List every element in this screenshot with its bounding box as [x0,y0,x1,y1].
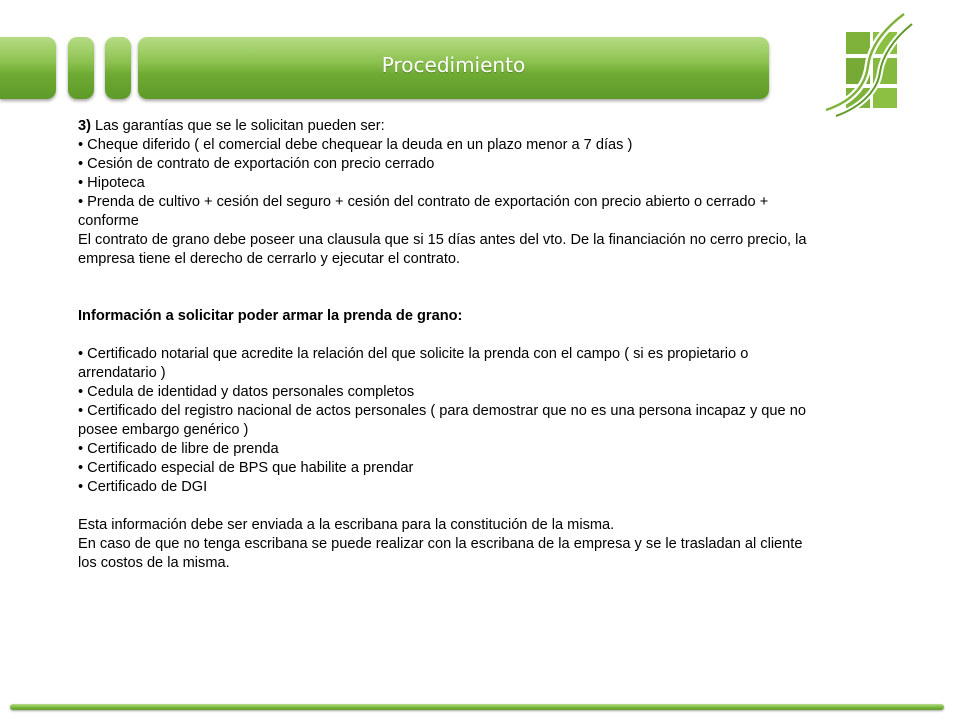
header-bar-segment-1 [0,37,56,99]
header-bar-segment-2 [68,37,94,99]
list-item: • Certificado especial de BPS que habilite a prendar [78,459,808,478]
list-item: • Cesión de contrato de exportación con precio cerrado [78,155,808,174]
list-item: • Certificado de libre de prenda [78,440,808,459]
list-item: • Cheque diferido ( el comercial debe chequear la deuda en un plazo menor a 7 días ) [78,136,808,155]
list-item: • Hipoteca [78,174,808,193]
list-item: • Prenda de cultivo + cesión del seguro + cesión del contrato de exportación con precio abierto o cerrado + conforme [78,193,808,231]
list-item: • Certificado de DGI [78,478,808,497]
list-item: • Certificado del registro nacional de actos personales ( para demostrar que no es una persona incapaz y que no posee embargo genérico ) [78,402,808,440]
list-item: • Certificado notarial que acredite la relación del que solicite la prenda con el campo ( si es propietario o arrendatario ) [78,345,808,383]
company-logo-icon [820,10,920,118]
section-heading: Información a solicitar poder armar la prenda de grano: [78,308,463,324]
content-body [78,117,808,573]
section-number: 3) [78,118,91,134]
guarantees-intro [78,117,808,136]
closing-text: En caso de que no tenga escribana se puede realizar con la escribana de la empresa y se le trasladan al cliente los costos de la misma. [78,536,803,571]
page-title: Procedimiento [381,53,526,77]
footer-bar [10,704,944,710]
list-item: • Cedula de identidad y datos personales completos [78,383,808,402]
header-bar-segment-3 [105,37,131,99]
guarantees-intro-text: Las garantías que se le solicitan pueden ser: [90,118,385,134]
contract-note: El contrato de grano debe poseer una clausula que si 15 días antes del vto. De la financiación no cerro precio, la empresa tiene el derecho de cerrarlo y ejecutar el contrato. [78,232,807,267]
closing-text: Esta información debe ser enviada a la escribana para la constitución de la misma. [78,517,615,533]
